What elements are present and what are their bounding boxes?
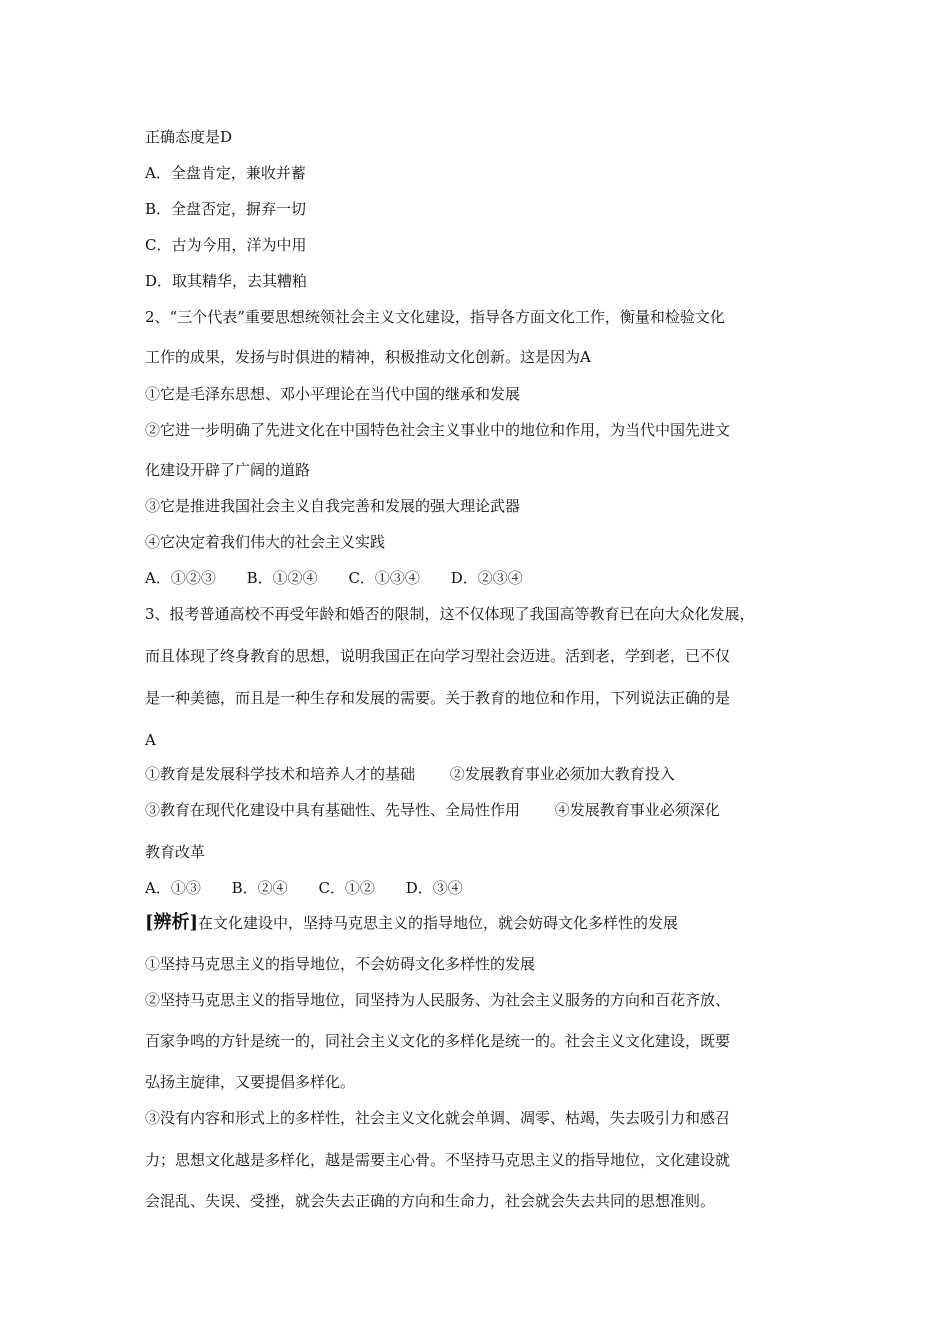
q2-option-d: D．②③④ [450, 569, 523, 587]
q3-options-row [145, 878, 463, 898]
q1-option-c: C．古为今用，洋为中用 [145, 236, 307, 254]
q3-option-d: D．③④ [405, 879, 463, 897]
q3-option-b: B．②④ [231, 879, 288, 897]
q3-item-3: ③教育在现代化建设中具有基础性、先导性、全局性作用 [145, 801, 521, 819]
q2-item-2-line-2: 化建设开辟了广阔的道路 [145, 461, 311, 479]
q2-stem-line-2: 工作的成果，发扬与时俱进的精神，积极推动文化创新。这是因为A [145, 348, 591, 366]
q3-items-row-1 [145, 764, 675, 784]
q2-option-a: A．①②③ [145, 569, 216, 587]
q3-stem-line-2: 而且体现了终身教育的思想，说明我国正在向学习型社会迈进。活到老，学到老，已不仅 [145, 647, 731, 665]
q1-option-d: D．取其精华，去其糟粕 [145, 272, 308, 290]
q3-option-a: A．①③ [145, 879, 201, 897]
bianxi-point-1: ①坚持马克思主义的指导地位，不会妨碍文化多样性的发展 [145, 955, 536, 973]
q1-option-b: B．全盘否定，摒弃一切 [145, 200, 307, 218]
q3-item-4: ④发展教育事业必须深化 [554, 801, 720, 819]
bianxi-point-2-line-2: 百家争鸣的方针是统一的，同社会主义文化的多样化是统一的。社会主义文化建设，既要 [145, 1032, 731, 1050]
q3-option-c: C．①② [318, 879, 375, 897]
q3-stem-line-1: 3、报考普通高校不再受年龄和婚否的限制，这不仅体现了我国高等教育已在向大众化发展， [145, 605, 755, 623]
bianxi-statement: 在文化建设中，坚持马克思主义的指导地位，就会妨碍文化多样性的发展 [198, 914, 679, 932]
q2-options-row [145, 568, 523, 588]
bianxi-point-3-line-2: 力；思想文化越是多样化，越是需要主心骨。不坚持马克思主义的指导地位，文化建设就 [145, 1151, 731, 1169]
q2-option-c: C．①③④ [348, 569, 420, 587]
q3-item-2: ②发展教育事业必须加大教育投入 [449, 765, 675, 783]
bianxi-point-3-line-1: ③没有内容和形式上的多样性，社会主义文化就会单调、凋零、枯竭，失去吸引力和感召 [145, 1109, 731, 1127]
q3-item-1: ①教育是发展科学技术和培养人才的基础 [145, 765, 416, 783]
bianxi-point-3-line-3: 会混乱、失误、受挫，就会失去正确的方向和生命力，社会就会失去共同的思想准则。 [145, 1192, 716, 1210]
bianxi-point-2-line-1: ②坚持马克思主义的指导地位，同坚持为人民服务、为社会主义服务的方向和百花齐放、 [145, 991, 731, 1009]
bianxi-statement-line [145, 913, 678, 933]
q2-item-3: ③它是推进我国社会主义自我完善和发展的强大理论武器 [145, 497, 521, 515]
bianxi-tag: [辨析] [145, 912, 199, 933]
q3-items-row-2 [145, 800, 720, 820]
q1-option-a: A．全盘肯定，兼收并蓄 [145, 164, 306, 182]
q1-stem-end: 正确态度是D [145, 128, 233, 146]
q2-option-b: B．①②④ [246, 569, 318, 587]
q2-item-4: ④它决定着我们伟大的社会主义实践 [145, 533, 386, 551]
q2-item-1: ①它是毛泽东思想、邓小平理论在当代中国的继承和发展 [145, 385, 521, 403]
q2-item-2-line-1: ②它进一步明确了先进文化在中国特色社会主义事业中的地位和作用，为当代中国先进文 [145, 421, 731, 439]
q3-item-4-continued: 教育改革 [145, 843, 206, 861]
q3-answer: A [145, 731, 156, 749]
bianxi-point-2-line-3: 弘扬主旋律，又要提倡多样化。 [145, 1073, 356, 1091]
q2-stem-line-1: 2、“三个代表”重要思想统领社会主义文化建设，指导各方面文化工作，衡量和检验文化 [145, 308, 725, 326]
q3-stem-line-3: 是一种美德，而且是一种生存和发展的需要。关于教育的地位和作用，下列说法正确的是 [145, 689, 731, 707]
